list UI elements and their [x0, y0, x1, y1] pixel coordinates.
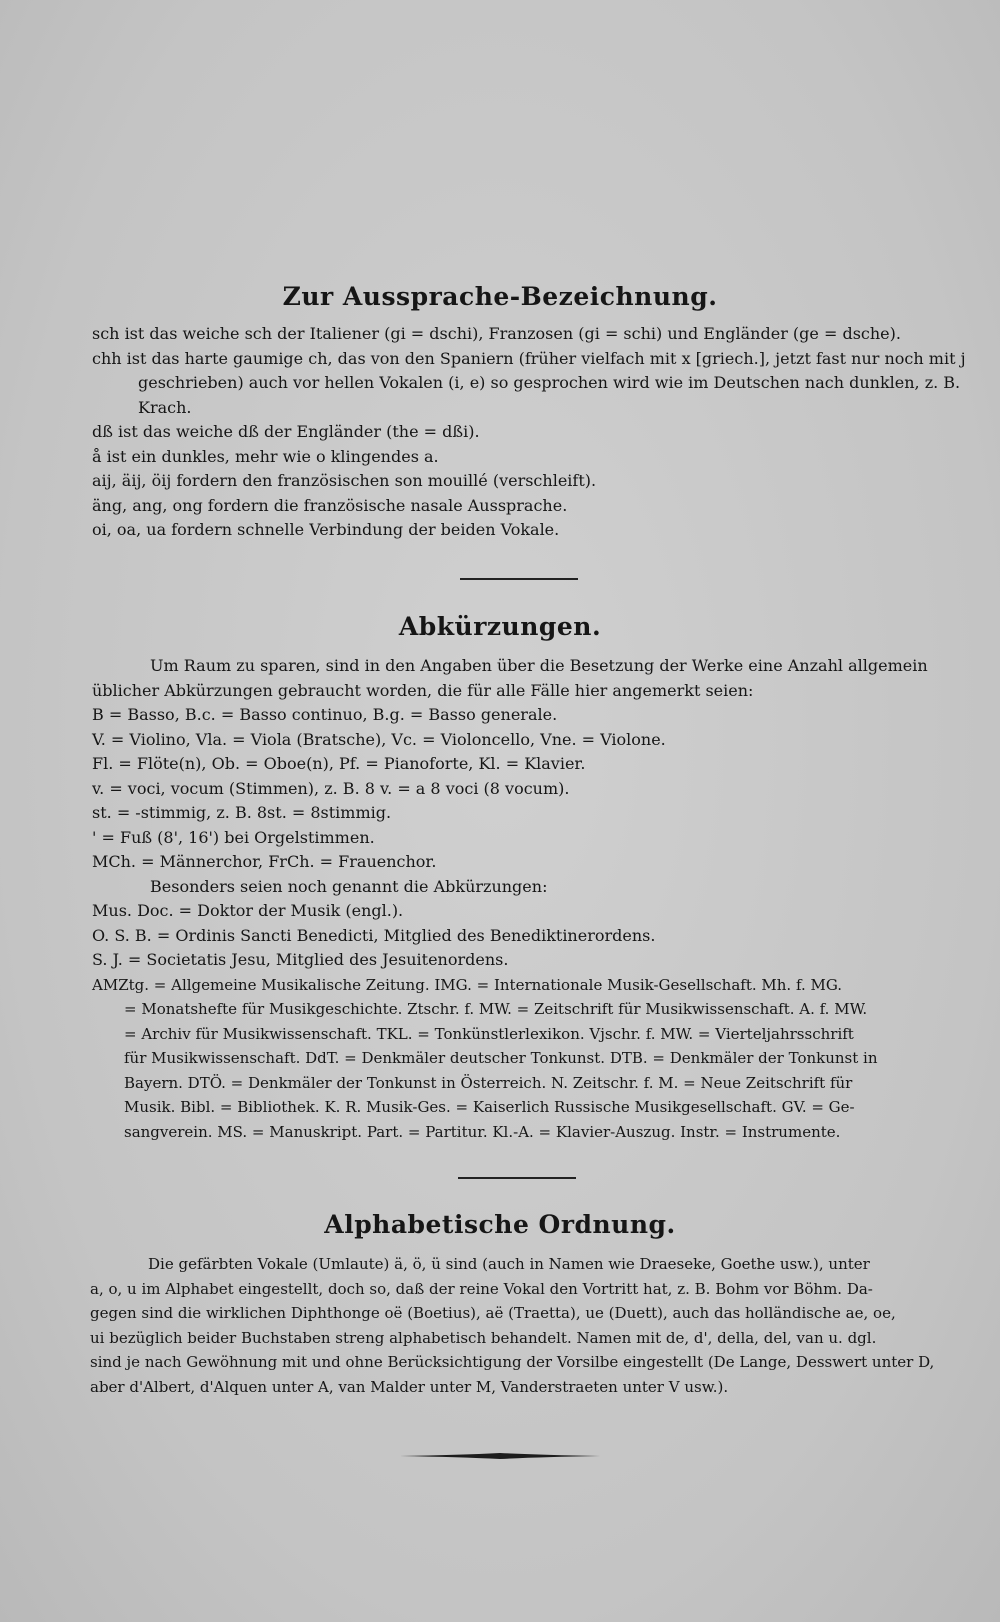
- paragraph-line: sind je nach Gewöhnung mit und ohne Berücksichtigung der Vorsilbe eingestellt (De Lange, Desswert unter D,: [90, 1353, 935, 1371]
- abbreviation-line: für Musikwissenschaft. DdT. = Denkmäler deutscher Tonkunst. DTB. = Denkmäler der Tonkunst in: [124, 1049, 878, 1067]
- pronunciation-line: geschrieben) auch vor hellen Vokalen (i, e) so gesprochen wird wie im Deutschen nach dunklen, z. B.: [138, 373, 961, 392]
- abbreviation-line: Mus. Doc. = Doktor der Musik (engl.).: [92, 901, 404, 920]
- paragraph-line: ui bezüglich beider Buchstaben streng alphabetisch behandelt. Namen mit de, d', della, del, van u. dgl.: [90, 1328, 877, 1347]
- pronunciation-line: oi, oa, ua fordern schnelle Verbindung der beiden Vokale.: [92, 520, 560, 539]
- pronunciation-line: äng, ang, ong fordern die französische nasale Aussprache.: [92, 495, 568, 515]
- abbreviation-line: S. J. = Societatis Jesu, Mitglied des Jesuitenordens.: [92, 950, 509, 969]
- paragraph-line: gegen sind die wirklichen Diphthonge oë (Boetius), aë (Traetta), ue (Duett), auch das holländische ae, oe,: [90, 1304, 896, 1322]
- abbreviation-line: ' = Fuß (8', 16') bei Orgelstimmen.: [92, 827, 375, 847]
- abbreviations-list: [92, 654, 942, 1144]
- pronunciation-list: [92, 322, 966, 543]
- section-title-abbreviations: Abkürzungen.: [398, 612, 602, 641]
- abbreviation-line: Musik. Bibl. = Bibliothek. K. R. Musik-Ges. = Kaiserlich Russische Musikgesellschaft. GV. = Ge-: [124, 1098, 855, 1116]
- section-title-alphabetical-order: Alphabetische Ordnung.: [324, 1210, 676, 1239]
- alphabetical-order-paragraph: [90, 1252, 940, 1399]
- paragraph-line: a, o, u im Alphabet eingestellt, doch so, daß der reine Vokal den Vortritt hat, z. B. Bohm vor Böhm. Da-: [90, 1279, 873, 1298]
- section-divider: [458, 1177, 576, 1179]
- abbreviation-line: B = Basso, B.c. = Basso continuo, B.g. = Basso generale.: [92, 705, 558, 724]
- abbreviation-line: v. = voci, vocum (Stimmen), z. B. 8 v. = a 8 voci (8 vocum).: [92, 778, 570, 798]
- abbreviation-line: Fl. = Flöte(n), Ob. = Oboe(n), Pf. = Pianoforte, Kl. = Klavier.: [92, 754, 586, 773]
- abbreviation-line: AMZtg. = Allgemeine Musikalische Zeitung. IMG. = Internationale Musik-Gesellschaft. Mh. f. MG.: [92, 975, 843, 994]
- pronunciation-line: sch ist das weiche sch der Italiener (gi = dschi), Franzosen (gi = schi) und Engländer (ge = dsche).: [92, 324, 901, 343]
- pronunciation-line: å ist ein dunkles, mehr wie o klingendes a.: [92, 446, 439, 466]
- abbreviation-line: Bayern. DTÖ. = Denkmäler der Tonkunst in Österreich. N. Zeitschr. f. M. = Neue Zeitschrift für: [124, 1073, 853, 1092]
- pronunciation-line: chh ist das harte gaumige ch, das von den Spaniern (früher vielfach mit x [griech.], jetzt fast nur noch mit j: [92, 348, 966, 368]
- abbreviation-line: MCh. = Männerchor, FrCh. = Frauenchor.: [92, 852, 437, 871]
- pronunciation-line: dß ist das weiche dß der Engländer (the = dßi).: [92, 422, 480, 441]
- pronunciation-line: aij, äij, öij fordern den französischen son mouillé (verschleift).: [92, 471, 597, 490]
- abbreviation-line: Besonders seien noch genannt die Abkürzungen:: [150, 876, 548, 896]
- pronunciation-line: Krach.: [138, 397, 192, 417]
- section-title-pronunciation: Zur Aussprache-Bezeichnung.: [282, 282, 718, 311]
- end-ornament: [400, 1452, 600, 1460]
- section-divider: [460, 578, 578, 580]
- abbreviation-line: = Archiv für Musikwissenschaft. TKL. = Tonkünstlerlexikon. Vjschr. f. MW. = Vierteljahrsschrift: [124, 1024, 854, 1043]
- abbreviation-line: Um Raum zu sparen, sind in den Angaben über die Besetzung der Werke eine Anzahl allgemein: [150, 656, 928, 675]
- abbreviation-line: sangverein. MS. = Manuskript. Part. = Partitur. Kl.-A. = Klavier-Auszug. Instr. = Instrumente.: [124, 1122, 841, 1141]
- abbreviation-line: st. = -stimmig, z. B. 8st. = 8stimmig.: [92, 803, 392, 822]
- abbreviation-line: O. S. B. = Ordinis Sancti Benedicti, Mitglied des Benediktinerordens.: [92, 925, 656, 945]
- abbreviation-line: üblicher Abkürzungen gebraucht worden, die für alle Fälle hier angemerkt seien:: [92, 680, 754, 700]
- abbreviation-line: V. = Violino, Vla. = Viola (Bratsche), Vc. = Violoncello, Vne. = Violone.: [92, 729, 666, 749]
- abbreviation-line: = Monatshefte für Musikgeschichte. Ztschr. f. MW. = Zeitschrift für Musikwissenschaft. A. f. MW.: [124, 1000, 868, 1018]
- paragraph-line: aber d'Albert, d'Alquen unter A, van Malder unter M, Vanderstraeten unter V usw.).: [90, 1377, 729, 1396]
- paragraph-line: Die gefärbten Vokale (Umlaute) ä, ö, ü sind (auch in Namen wie Draeseke, Goethe usw.), unter: [148, 1255, 870, 1273]
